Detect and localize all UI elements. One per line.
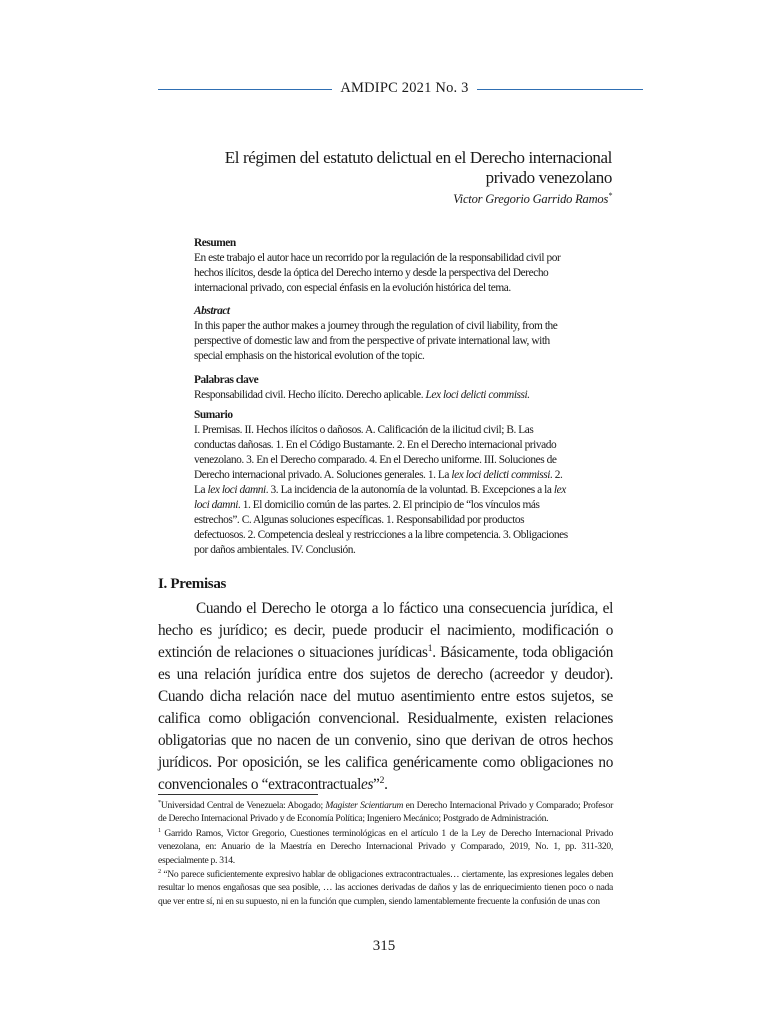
footnote-text: Garrido Ramos, Victor Gregorio, Cuestiones terminológicas en el artículo 1 de la Ley de Derecho Internacional Privado venezolana, en: Anuario de la Maestría en Derecho Internacional Privado y Comparado, 2019, No. 1, pp. 311-320, especialmente p. 314. — [158, 828, 613, 866]
footnote-mark: 2 — [158, 867, 161, 875]
footnote-star — [158, 799, 613, 826]
paragraph-text: . Básicamente, toda obligación es una relación jurídica entre dos sujetos de derecho (acreedor y deudor). Cuando dicha relación nace del mutuo asentimiento entre estos sujetos, se califica como obligación convencional. Residualmente, existen relaciones obligatorias que no nacen de un convenio, sino que derivan de otros hechos jurídicos. Por oposición, se les califica genéricamente como obligaciones no convencionales o “extracontractual — [158, 644, 614, 793]
article-title: El régimen del estatuto delictual en el Derecho internacional privado venezolano — [224, 148, 612, 187]
footnote-mark: * — [158, 798, 161, 806]
author-name: Victor Gregorio Garrido Ramos — [453, 192, 609, 206]
keywords-text — [194, 388, 574, 403]
footnote-mark: 1 — [158, 826, 161, 834]
sumario-part: I. Premisas. II. Hechos ilícitos o dañosos. A. Calificación de la ilicitud civil; B. Las conductas dañosas. 1. En el Código Bustamante. 2. En el Derecho internacional privado venezolano. 3. En el Derecho comparado. 4. En el Derecho uniforme. III. Soluciones de Derecho internacional privado. A. Soluciones generales. 1. La — [194, 424, 557, 481]
footnote-1 — [158, 827, 613, 867]
article-author — [380, 192, 612, 207]
journal-header: AMDIPC 2021 No. 3 — [340, 80, 469, 96]
sumario-italic: lex loci damni — [194, 484, 566, 511]
sumario-italic: lex loci damni — [207, 484, 266, 496]
paragraph-text: ” — [373, 776, 380, 793]
sumario-heading: Sumario — [194, 409, 233, 421]
sumario-italic: lex loci delicti commissi — [451, 469, 550, 481]
author-footnote-mark: * — [608, 190, 612, 200]
footnote-text: en Derecho Internacional Privado y Comparado; Profesor de Derecho Internacional Privado y de Economía Política; Ingeniero Mecánico; Postgrado de Administración. — [158, 800, 613, 825]
resumen-text: En este trabajo el autor hace un recorrido por la regulación de la responsabilidad civil por hechos ilícitos, desde la óptica del Derecho interno y desde la perspectiva del Derecho internacional privado, con especial énfasis en la evolución histórica del tema. — [194, 252, 561, 294]
keywords-block — [194, 373, 574, 403]
footnote-rule — [158, 794, 318, 795]
keywords-heading: Palabras clave — [194, 374, 259, 386]
sumario-text — [194, 423, 574, 558]
sumario-part: . 1. El domicilio común de las partes. 2. El principio de “los vínculos más estrechos”. C. Algunas soluciones específicas. 1. Responsabilidad por productos defectuosos. 2. Competencia desleal y restricciones a la libre competencia. 3. Obligaciones por daños ambientales. IV. Conclusión. — [194, 499, 568, 556]
footnote-text: “No parece suficientemente expresivo hablar de obligaciones extracontractuales… ciertamente, las expresiones legales deben resultar lo menos engañosas que sea posible, … las acciones derivadas de daños y las de enriquecimiento tienen poco o nada que ver entre sí, ni en su supuesto, ni en la función que cumplen, siendo lamentablemente frecuente la confusión de unas con — [158, 869, 613, 907]
paragraph-text: . — [384, 776, 388, 793]
paragraph-text: Cuando el Derecho le otorga a lo fáctico una consecuencia jurídica, el hecho es jurídico; es decir, puede producir el nacimiento, modificación o extinción de relaciones o situaciones jurídicas — [158, 600, 613, 661]
paragraph-italic: es — [361, 776, 374, 793]
footnote-ref: 1 — [427, 642, 433, 654]
keywords-italic: Lex loci delicti commissi. — [425, 389, 530, 401]
header-rule-left — [158, 89, 332, 90]
abstract-heading: Abstract — [194, 305, 230, 317]
sumario-block — [194, 408, 574, 558]
footnote-italic: Magister Scientiarum — [325, 800, 404, 811]
sumario-part: . 3. La incidencia de la autonomía de la voluntad. B. Excepciones a la — [265, 484, 554, 496]
footnote-text: Universidad Central de Venezuela: Abogado; — [160, 800, 326, 811]
section-paragraph — [158, 598, 613, 796]
resumen-block — [194, 236, 574, 296]
footnote-2 — [158, 868, 613, 908]
footnote-ref: 2 — [379, 774, 385, 786]
abstract-text: In this paper the author makes a journey through the regulation of civil liability, from the perspective of domestic law and from the perspective of private international law, with special emphasis on the historical evolution of the topic. — [194, 320, 558, 362]
section-title: I. Premisas — [158, 576, 227, 592]
page-number: 315 — [372, 938, 396, 954]
abstract-block — [194, 304, 574, 364]
header-rule-right — [477, 89, 643, 90]
keywords-plain: Responsabilidad civil. Hecho ilícito. Derecho aplicable. — [194, 389, 424, 401]
sumario-part: . 2. La — [194, 469, 563, 496]
resumen-heading: Resumen — [194, 237, 236, 249]
